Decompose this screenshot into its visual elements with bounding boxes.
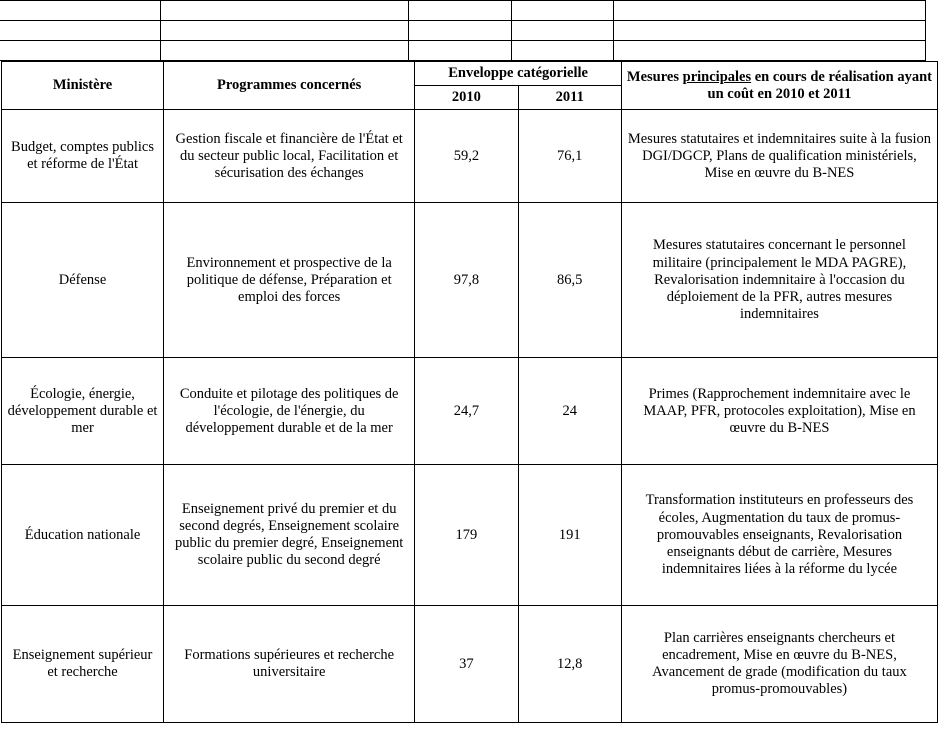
- cell-value-2010: 179: [415, 465, 518, 606]
- grid-cell: [160, 1, 409, 21]
- grid-cell: [511, 1, 613, 21]
- cell-programmes: Enseignement privé du premier et du second degrés, Enseignement scolaire public du premier degré, Enseignement scolaire public du second degré: [164, 465, 415, 606]
- cell-programmes: Formations supérieures et recherche universitaire: [164, 606, 415, 723]
- empty-grid-row: [0, 41, 939, 61]
- cell-mesures: Mesures statutaires et indemnitaires suite à la fusion DGI/DGCP, Plans de qualification ministériels, Mise en œuvre du B-NES: [621, 110, 937, 203]
- empty-grid-rows: [0, 0, 939, 61]
- cell-programmes: Environnement et prospective de la politique de défense, Préparation et emploi des forces: [164, 203, 415, 358]
- header-mesures-principales: [621, 62, 937, 110]
- header-year-2011: 2011: [518, 86, 621, 110]
- cell-mesures: Transformation instituteurs en professeurs des écoles, Augmentation du taux de promus-promouvables enseignants, Revalorisation enseignants début de carrière, Mesures indemnitaires liées à la réforme du lycée: [621, 465, 937, 606]
- grid-cell: [613, 41, 926, 61]
- cell-ministere: Écologie, énergie, développement durable et mer: [2, 358, 164, 465]
- header-mesures-underlined: principales: [682, 68, 752, 85]
- cell-value-2011: 191: [518, 465, 621, 606]
- cell-ministere: Défense: [2, 203, 164, 358]
- grid-cell: [160, 21, 409, 41]
- table-row: [2, 358, 938, 465]
- cell-value-2011: 86,5: [518, 203, 621, 358]
- grid-cell: [0, 41, 160, 61]
- table-row: [2, 203, 938, 358]
- cell-mesures: Mesures statutaires concernant le personnel militaire (principalement le MDA PAGRE), Revalorisation indemnitaire à l'occasion du déploiement de la PFR, autres mesures indemnitaires: [621, 203, 937, 358]
- empty-grid-row: [0, 21, 939, 41]
- cell-programmes: Gestion fiscale et financière de l'État et du secteur public local, Facilitation et sécurisation des échanges: [164, 110, 415, 203]
- header-mesures-part1: Mesures: [626, 68, 683, 85]
- table-row: [2, 606, 938, 723]
- grid-cell: [613, 1, 926, 21]
- grid-cell: [160, 41, 409, 61]
- grid-cell: [409, 41, 511, 61]
- grid-cell: [613, 21, 926, 41]
- header-ministere: Ministère: [2, 62, 164, 110]
- grid-cell: [926, 41, 939, 61]
- cell-value-2010: 24,7: [415, 358, 518, 465]
- grid-cell: [926, 1, 939, 21]
- mesures-categorielles-table: [1, 61, 938, 723]
- cell-ministere: Enseignement supérieur et recherche: [2, 606, 164, 723]
- header-programmes: Programmes concernés: [164, 62, 415, 110]
- table-header-row-1: [2, 62, 938, 86]
- grid-cell: [511, 41, 613, 61]
- grid-cell: [511, 21, 613, 41]
- cell-mesures: Plan carrières enseignants chercheurs et encadrement, Mise en œuvre du B-NES, Avancement de grade (modification du taux promus-promouvables): [621, 606, 937, 723]
- cell-value-2011: 76,1: [518, 110, 621, 203]
- grid-cell: [409, 1, 511, 21]
- grid-cell: [0, 1, 160, 21]
- cell-value-2011: 12,8: [518, 606, 621, 723]
- grid-cell: [409, 21, 511, 41]
- cell-value-2010: 37: [415, 606, 518, 723]
- header-enveloppe-categorielle: Enveloppe catégorielle: [415, 62, 622, 86]
- cell-ministere: Éducation nationale: [2, 465, 164, 606]
- table-row: [2, 465, 938, 606]
- grid-cell: [926, 21, 939, 41]
- header-mesures-part2: en cours de réalisation ayant un coût en 2010 et 2011: [707, 68, 932, 102]
- empty-grid-row: [0, 1, 939, 21]
- cell-value-2010: 59,2: [415, 110, 518, 203]
- cell-mesures: Primes (Rapprochement indemnitaire avec le MAAP, PFR, protocoles exploitation), Mise en œuvre du B-NES: [621, 358, 937, 465]
- cell-ministere: Budget, comptes publics et réforme de l'État: [2, 110, 164, 203]
- grid-cell: [0, 21, 160, 41]
- cell-programmes: Conduite et pilotage des politiques de l'écologie, de l'énergie, du développement durable et de la mer: [164, 358, 415, 465]
- header-year-2010: 2010: [415, 86, 518, 110]
- cell-value-2011: 24: [518, 358, 621, 465]
- table-row: [2, 110, 938, 203]
- cell-value-2010: 97,8: [415, 203, 518, 358]
